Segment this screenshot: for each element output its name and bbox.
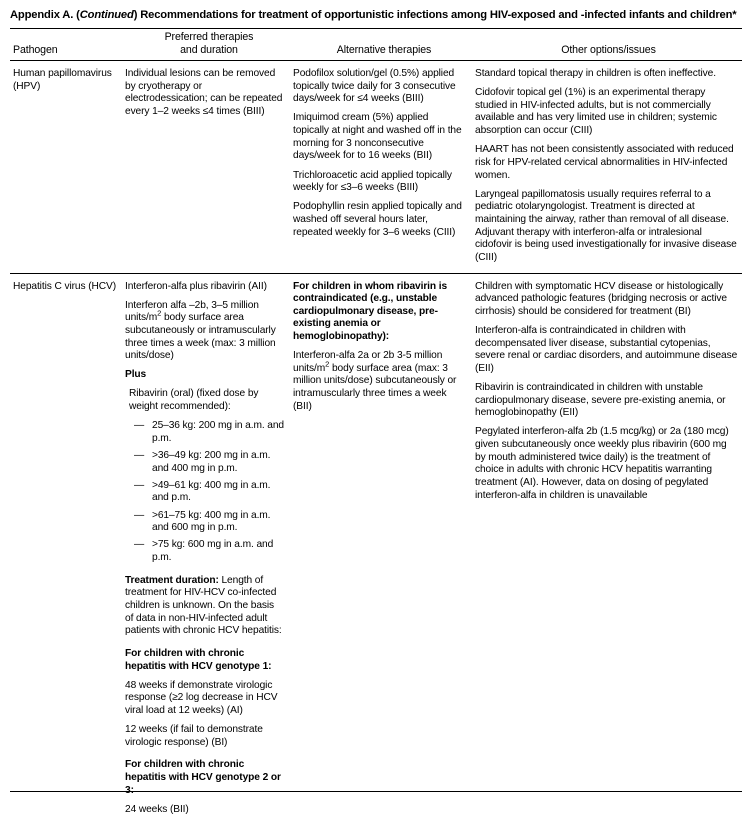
page-title <box>10 8 742 23</box>
column-header-preferred <box>125 31 293 57</box>
genotype23-heading: For children with chronic hepatitis with HCV genotype 2 or 3: <box>125 759 284 797</box>
preferred-paragraph: Interferon-alfa plus ribavirin (AII) <box>125 281 284 294</box>
alternative-paragraph: Imiquimod cream (5%) applied topically at night and washed off in the morning for 3 nonconsecutive days/week for to 16 weeks (BII) <box>293 112 466 163</box>
em-dash-bullet-icon: — <box>134 420 144 433</box>
dose-text: >49–61 kg: 400 mg in a.m. and p.m. <box>152 480 270 504</box>
other-paragraph: HAART has not been consistently associated with reduced risk for HPV-related cervical abnormalities in HIV-infected women. <box>475 144 738 182</box>
column-header-alternative: Alternative therapies <box>293 44 475 57</box>
alternative-heading: For children in whom ribavirin is contraindicated (e.g., unstable cardiopulmonary disease, pre-existing anemia or hemoglobinopathy): <box>293 281 466 344</box>
other-paragraph: Standard topical therapy in children is often ineffective. <box>475 68 738 81</box>
interferon-dose-part1: Interferon alfa –2b, 3–5 million units/m <box>125 300 259 324</box>
superscript-2: 2 <box>157 309 161 318</box>
em-dash-bullet-icon: — <box>134 450 144 463</box>
preferred-interferon-dose <box>125 300 284 363</box>
other-paragraph: Children with symptomatic HCV disease or histologically advanced pathologic features (bridging necrosis or active cirrhosis) should be considered for treatment (BI) <box>475 281 738 319</box>
table-row <box>10 274 742 824</box>
table-bottom-rule <box>10 791 742 792</box>
dose-text: 25–36 kg: 200 mg in a.m. and p.m. <box>152 420 284 444</box>
cell-alternative-therapies <box>293 61 475 247</box>
list-item <box>125 450 284 475</box>
list-item <box>125 420 284 445</box>
column-header-preferred-line1: Preferred therapies <box>125 31 293 44</box>
cell-pathogen <box>10 61 125 101</box>
cell-preferred-therapies <box>125 61 293 127</box>
other-paragraph: Ribavirin is contraindicated in children with unstable cardiopulmonary disease, severe pre-existing anemia, or hemoglobinopathy (EII) <box>475 382 738 420</box>
dose-text: >61–75 kg: 400 mg in a.m. and 600 mg in p.m. <box>152 510 270 534</box>
cell-pathogen <box>10 274 125 302</box>
genotype23-paragraph: 24 weeks (BII) <box>125 804 284 817</box>
cell-other-options <box>475 274 742 511</box>
pathogen-name: Hepatitis C virus (HCV) <box>13 281 116 294</box>
superscript-2: 2 <box>325 359 329 368</box>
genotype1-paragraph: 48 weeks if demonstrate virologic response (≥2 log decrease in HCV viral load at 12 weeks) (AI) <box>125 680 284 718</box>
treatment-duration-paragraph <box>125 575 284 638</box>
alternative-paragraph: Trichloroacetic acid applied topically weekly for ≤3–6 weeks (BIII) <box>293 170 466 195</box>
column-header-pathogen: Pathogen <box>10 44 125 57</box>
cell-preferred-therapies <box>125 274 293 824</box>
genotype1-paragraph: 12 weeks (if fail to demonstrate virologic response) (BI) <box>125 724 284 749</box>
ribavirin-heading: Ribavirin (oral) (fixed dose by weight recommended): <box>125 388 284 413</box>
cell-alternative-therapies <box>293 274 475 422</box>
dose-text: >75 kg: 600 mg in a.m. and p.m. <box>152 539 273 563</box>
list-item <box>125 480 284 505</box>
alternative-paragraph <box>293 350 466 413</box>
alternative-paragraph: Podofilox solution/gel (0.5%) applied topically twice daily for 3 consecutive days/week for ≤4 weeks (BIII) <box>293 68 466 106</box>
other-paragraph: Interferon-alfa is contraindicated in children with decompensated liver disease, substantial cytopenias, severe renal or cardiac disorders, and autoimmune disease (EII) <box>475 325 738 376</box>
em-dash-bullet-icon: — <box>134 510 144 523</box>
list-item <box>125 510 284 535</box>
preferred-plus-label: Plus <box>125 369 284 382</box>
column-header-preferred-line2: and duration <box>125 44 293 57</box>
preferred-paragraph: Individual lesions can be removed by cryotherapy or electrodessication; can be repeated every 1–2 weeks ≤4 times (BIII) <box>125 68 284 119</box>
pathogen-name: Human papillomavirus (HPV) <box>13 68 116 93</box>
dose-text: >36–49 kg: 200 mg in a.m. and 400 mg in p.m. <box>152 450 270 474</box>
title-rest: ) Recommendations for treatment of opportunistic infections among HIV-exposed and -infected infants and children* <box>134 9 737 21</box>
table-header-row <box>10 29 742 60</box>
em-dash-bullet-icon: — <box>134 480 144 493</box>
other-paragraph: Cidofovir topical gel (1%) is an experimental therapy studied in HIV-infected adults, but is not commercially available and has very limited use in children; systemic absorption can occur (CIII) <box>475 87 738 138</box>
genotype1-heading: For children with chronic hepatitis with HCV genotype 1: <box>125 648 284 673</box>
list-item <box>125 539 284 564</box>
other-paragraph: Pegylated interferon-alfa 2b (1.5 mcg/kg) or 2a (180 mcg) given subcutaneously once weekly plus ribavirin (600 mg by mouth administered twice daily) is the treatment of choice in adults with chronic HCV hepatitis warranting treatment (AI). However, data on dosing of pegylated interferon-alfa in children is unavailable <box>475 426 738 502</box>
treatment-duration-text: Length of treatment for HIV-HCV co-infected children is unknown. On the basis of data in non-HIV-infected adult patients with chronic HCV hepatitis: <box>125 575 282 637</box>
column-header-other: Other options/issues <box>475 44 742 57</box>
em-dash-bullet-icon: — <box>134 539 144 552</box>
cell-other-options <box>475 61 742 272</box>
alt-dose-part1: Interferon-alfa 2a or 2b 3-5 million units/m <box>293 350 442 374</box>
ribavirin-dose-list <box>125 420 284 564</box>
other-paragraph: Laryngeal papillomatosis usually requires referral to a pediatric otolaryngologist. Treatment is directed at maintaining the airway, rather than removal of all disease. Adjuvant therapy with interferon-alfa or intralesional cidofovir is being used investigationally for invasive disease (CIII) <box>475 189 738 265</box>
title-prefix: Appendix A. ( <box>10 9 80 21</box>
interferon-dose-part2: body surface area subcutaneously or intramuscularly three times a week (max: 3 million units/dose) <box>125 312 276 361</box>
table-row <box>10 61 742 272</box>
title-continued-italic: Continued <box>80 9 134 21</box>
treatment-duration-label: Treatment duration: <box>125 575 219 586</box>
alt-dose-part2: body surface area (max: 3 million units/dose) subcutaneously or intramuscularly three times a week (BII) <box>293 363 456 412</box>
alternative-paragraph: Podophyllin resin applied topically and washed off several hours later, repeated weekly for 3–6 weeks (CIII) <box>293 201 466 239</box>
